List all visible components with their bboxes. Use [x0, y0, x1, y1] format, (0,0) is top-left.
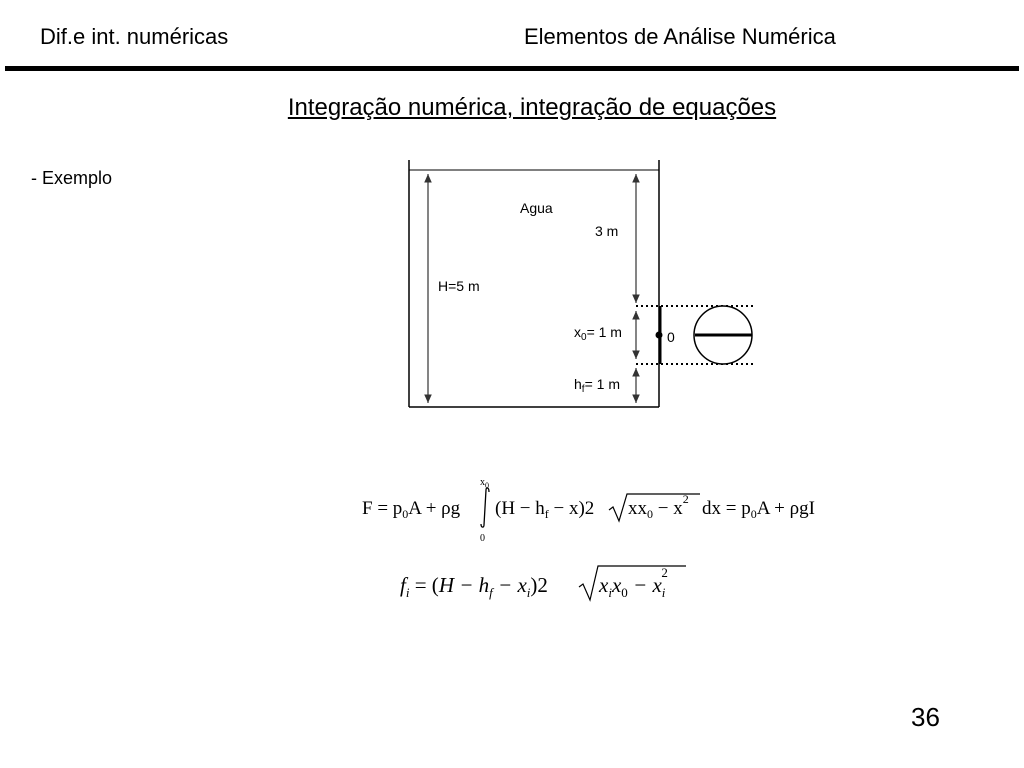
- equation-force: [362, 477, 815, 544]
- svg-text:fi = (H − hf − xi)2: $f_i = (H - h_f - x_i)2$: [400, 573, 548, 600]
- page-number: 36: [911, 702, 940, 732]
- svg-text:(H − hf − x)2: $(H - h_f - x)2$: [495, 498, 595, 521]
- integral-sign: [481, 488, 489, 527]
- header-course-title: Dif.e int. numéricas: [40, 24, 229, 49]
- slide-title: Integração numérica, integração de equações: [287, 94, 777, 121]
- bullet-example: - Exemplo: [31, 168, 113, 188]
- label-H: H=5 m: [438, 278, 480, 294]
- header-subject-title: Elementos de Análise Numérica: [524, 24, 836, 49]
- svg-text:xix0 − xi2: $x_ix_0 - x_i2$: [599, 565, 668, 600]
- label-3m: 3 m: [595, 223, 619, 239]
- svg-text:xx0 − x2: $xx_0 - x^2$: [628, 492, 689, 521]
- label-origin: 0: [667, 329, 675, 345]
- label-water: Agua: [520, 200, 553, 216]
- svg-text:F = p0A + ρg: $F = p_0A + \rho g$: [362, 498, 461, 521]
- svg-text:dx = p0A + ρgI: dx = $p_0A + \rho gI$: [702, 498, 815, 521]
- orifice-circle: [694, 306, 752, 364]
- equation-fi: [400, 565, 686, 600]
- label-x0: $x_0= 1$ m: [574, 324, 622, 343]
- svg-text:0: 0: [480, 533, 485, 544]
- label-hf: $h_f= 1$ m: [574, 376, 620, 395]
- origin-point: [656, 332, 663, 339]
- svg-text:x0: $x_0$: [480, 477, 489, 490]
